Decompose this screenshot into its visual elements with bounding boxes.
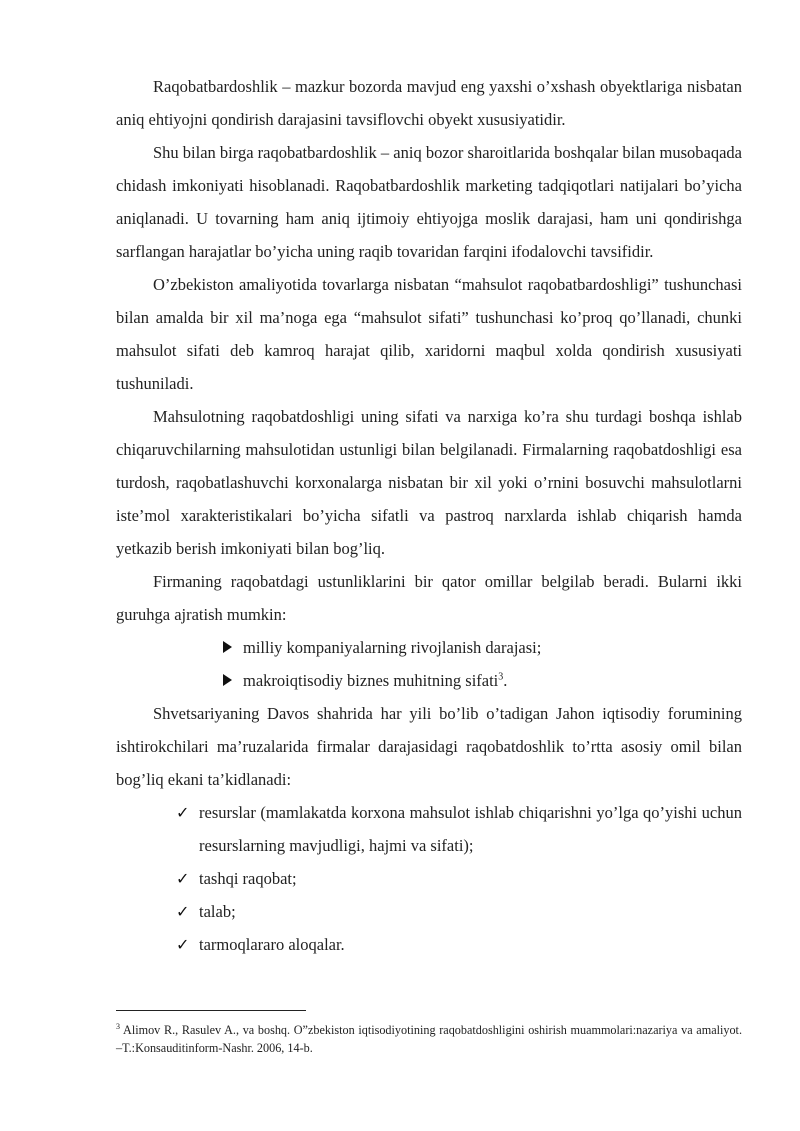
davos-factors-list (116, 796, 742, 961)
checkmark-icon: ✓ (176, 803, 190, 822)
paragraph-factors: Firmaning raqobatdagi ustunliklarini bir qator omillar belgilab beradi. Bularni ikki guruhga ajratish mumkin: (116, 572, 742, 624)
footnote-ref[interactable]: 3 (498, 671, 504, 683)
footnote-text: Alimov R., Rasulev A., va boshq. O”zbekiston iqtisodiyotining raqobatdoshligini oshirish muammolari:nazariya va amaliyot. –T.:Konsauditinform-Nashr. 2006, 14-b. (116, 1023, 742, 1055)
factor-groups-list (116, 631, 742, 697)
list-item-text: milliy kompaniyalarning rivojlanish darajasi; (243, 638, 542, 657)
list-item (116, 928, 742, 961)
arrow-bullet-icon (223, 641, 232, 653)
paragraph-uzbekistan: O’zbekiston amaliyotida tovarlarga nisbatan “mahsulot raqobatbardoshligi” tushunchasi bilan amalda bir xil ma’noga ega “mahsulot sifati” tushunchasi ko’proq qo’llanadi, chunki mahsulot sifati deb kamroq harajat qilib, xaridorni maqbul xolda qondirish xususiyati tushuniladi. (116, 275, 742, 393)
paragraph-competition: Shu bilan birga raqobatbardoshlik – aniq bozor sharoitlarida boshqalar bilan musobaqada chidash imkoniyati hisoblanadi. Raqobatbardoshlik marketing tadqiqotlari natijalari bo’yicha aniqlanadi. U tovarning ham aniq ijtimoiy ehtiyojga moslik darajasi, ham uni qondirishga sarflangan harajatlar bo’yicha uning raqib tovaridan farqini ifodalovchi tavsifidir. (116, 143, 742, 261)
list-item (116, 895, 742, 928)
list-item (116, 631, 742, 664)
footnote-divider (116, 1010, 306, 1011)
list-item-text: talab; (199, 902, 236, 921)
list-item (116, 796, 742, 862)
paragraph-product-competitiveness: Mahsulotning raqobatdoshligi uning sifati va narxiga ko’ra shu turdagi boshqa ishlab chiqaruvchilarning mahsulotidan ustunligi bilan belgilanadi. Firmalarning raqobatdoshligi esa turdosh, raqobatlashuvchi korxonalarga nisbatan bir xil yoki o’rnini bosuvchi mahsulotlarni iste’mol xarakteristikalari bo’yicha sifatli va pastroq narxlarda ishlab chiqarish hamda yetkazib berish imkoniyati bilan bog’liq. (116, 407, 742, 558)
list-item (116, 862, 742, 895)
checkmark-icon: ✓ (176, 935, 190, 954)
list-item-text: makroiqtisodiy biznes muhitning sifati$^3$. (243, 671, 508, 690)
paragraph-definition: Raqobatbardoshlik – mazkur bozorda mavjud eng yaxshi o’xshash obyektlariga nisbatan aniq ehtiyojni qondirish darajasini tavsiflovchi obyekt xususiyatidir. (116, 77, 742, 129)
footnote (116, 1021, 742, 1057)
list-item-text: tarmoqlararo aloqalar. (199, 935, 345, 954)
body-text (116, 70, 742, 961)
paragraph-davos: Shvetsariyaning Davos shahrida har yili bo’lib o’tadigan Jahon iqtisodiy forumining ishtirokchilari ma’ruzalarida firmalar darajasidagi raqobatdoshlik to’rtta asosiy omil bilan bog’liq ekani ta’kidlanadi: (116, 704, 742, 789)
list-item (116, 664, 742, 697)
list-item-text: tashqi raqobat; (199, 869, 297, 888)
checkmark-icon: ✓ (176, 902, 190, 921)
arrow-bullet-icon (223, 674, 232, 686)
footnote-number: 3 (116, 1021, 120, 1031)
checkmark-icon: ✓ (176, 869, 190, 888)
list-item-text: resurslar (mamlakatda korxona mahsulot ishlab chiqarishni yo’lga qo’yishi uchun resurslarning mavjudligi, hajmi va sifati); (199, 803, 742, 855)
